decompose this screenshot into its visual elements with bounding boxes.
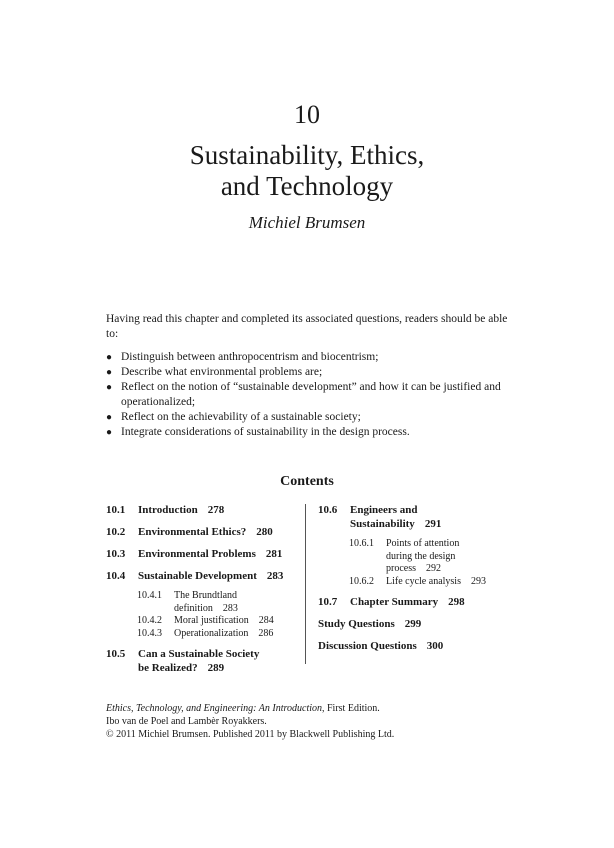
copyright-footer [106,702,526,741]
toc-entry-10-2[interactable]: 10.2 Environmental Ethics? 280 [106,526,273,538]
toc-page-number: 278 [207,504,225,516]
list-item: ● Describe what environmental problems are; [106,366,323,378]
toc-page-number: 293 [470,575,486,587]
toc-entry-10-4[interactable]: 10.4 Sustainable Development 283 [106,570,284,582]
bullet-icon: ● [106,367,113,378]
toc-entry-10-4-1[interactable]: 10.4.1 The Brundtland definition 283 [137,590,238,614]
chapter-title-line-2: and Technology [220,171,394,201]
toc-page-number: 286 [258,627,274,639]
toc-page-number: 280 [256,526,273,538]
toc-entry-10-4-2[interactable]: 10.4.2 Moral justification 284 [137,615,274,626]
toc-right-column [318,503,518,653]
list-item: ● Reflect on the achievability of a sustainable society; [106,411,361,423]
footer-book-line: Ethics, Technology, and Engineering: An Introduction, First Edition. [106,703,380,714]
toc-page-number: 291 [424,518,442,530]
chapter-title-line-1: Sustainability, Ethics, [189,140,425,170]
chapter-author: Michiel Brumsen [248,213,366,232]
toc-divider [305,504,306,664]
footer-copyright: © 2011 Michiel Brumsen. Published 2011 by Blackwell Publishing Ltd. [106,729,395,740]
footer-editors: Ibo van de Poel and Lambèr Royakkers. [106,716,267,727]
toc-page-number: 284 [258,615,274,626]
toc-entry-discussion-questions[interactable]: Discussion Questions 300 [318,640,444,652]
toc-entry-10-6-1[interactable]: 10.6.1 Points of attention during the design process 292 [349,538,460,574]
intro-paragraph: Having read this chapter and completed its associated questions, readers should be able to: [106,313,508,340]
list-item: ● Distinguish between anthropocentrism and biocentrism; [106,351,379,363]
toc-entry-10-5[interactable]: 10.5 Can a Sustainable Society be Realized? 289 [106,648,260,674]
toc-entry-10-3[interactable]: 10.3 Environmental Problems 281 [106,548,283,560]
toc-entry-10-6[interactable]: 10.6 Engineers and Sustainability 291 [318,504,442,530]
learning-objectives-list [106,350,510,440]
toc-page-number: 300 [426,640,444,652]
chapter-title [0,140,614,202]
toc-page-number: 281 [265,548,283,560]
toc-entry-10-4-3[interactable]: 10.4.3 Operationalization 286 [137,627,274,639]
toc-page-number: 283 [266,570,284,582]
toc-page-number: 292 [426,563,441,574]
bullet-icon: ● [106,412,113,423]
list-item: ● Reflect on the notion of “sustainable development” and how it can be justified and operationalized; [106,381,501,408]
toc-page-number: 299 [404,618,422,630]
bullet-icon: ● [106,382,113,393]
toc-entry-study-questions[interactable]: Study Questions 299 [318,618,422,630]
list-item: ● Integrate considerations of sustainability in the design process. [106,426,410,438]
toc-page-number: 289 [207,662,225,674]
toc-page-number: 283 [222,602,238,614]
toc-entry-10-7[interactable]: 10.7 Chapter Summary 298 [318,596,465,608]
bullet-icon: ● [106,427,113,438]
contents-heading: Contents [280,474,334,489]
toc-entry-10-1[interactable]: 10.1 Introduction 278 [106,504,225,516]
bullet-icon: ● [106,352,113,363]
toc-page-number: 298 [448,596,465,608]
toc-entry-10-6-2[interactable]: 10.6.2 Life cycle analysis 293 [349,575,486,587]
toc-left-column [106,503,302,675]
chapter-number: 10 [294,100,320,129]
